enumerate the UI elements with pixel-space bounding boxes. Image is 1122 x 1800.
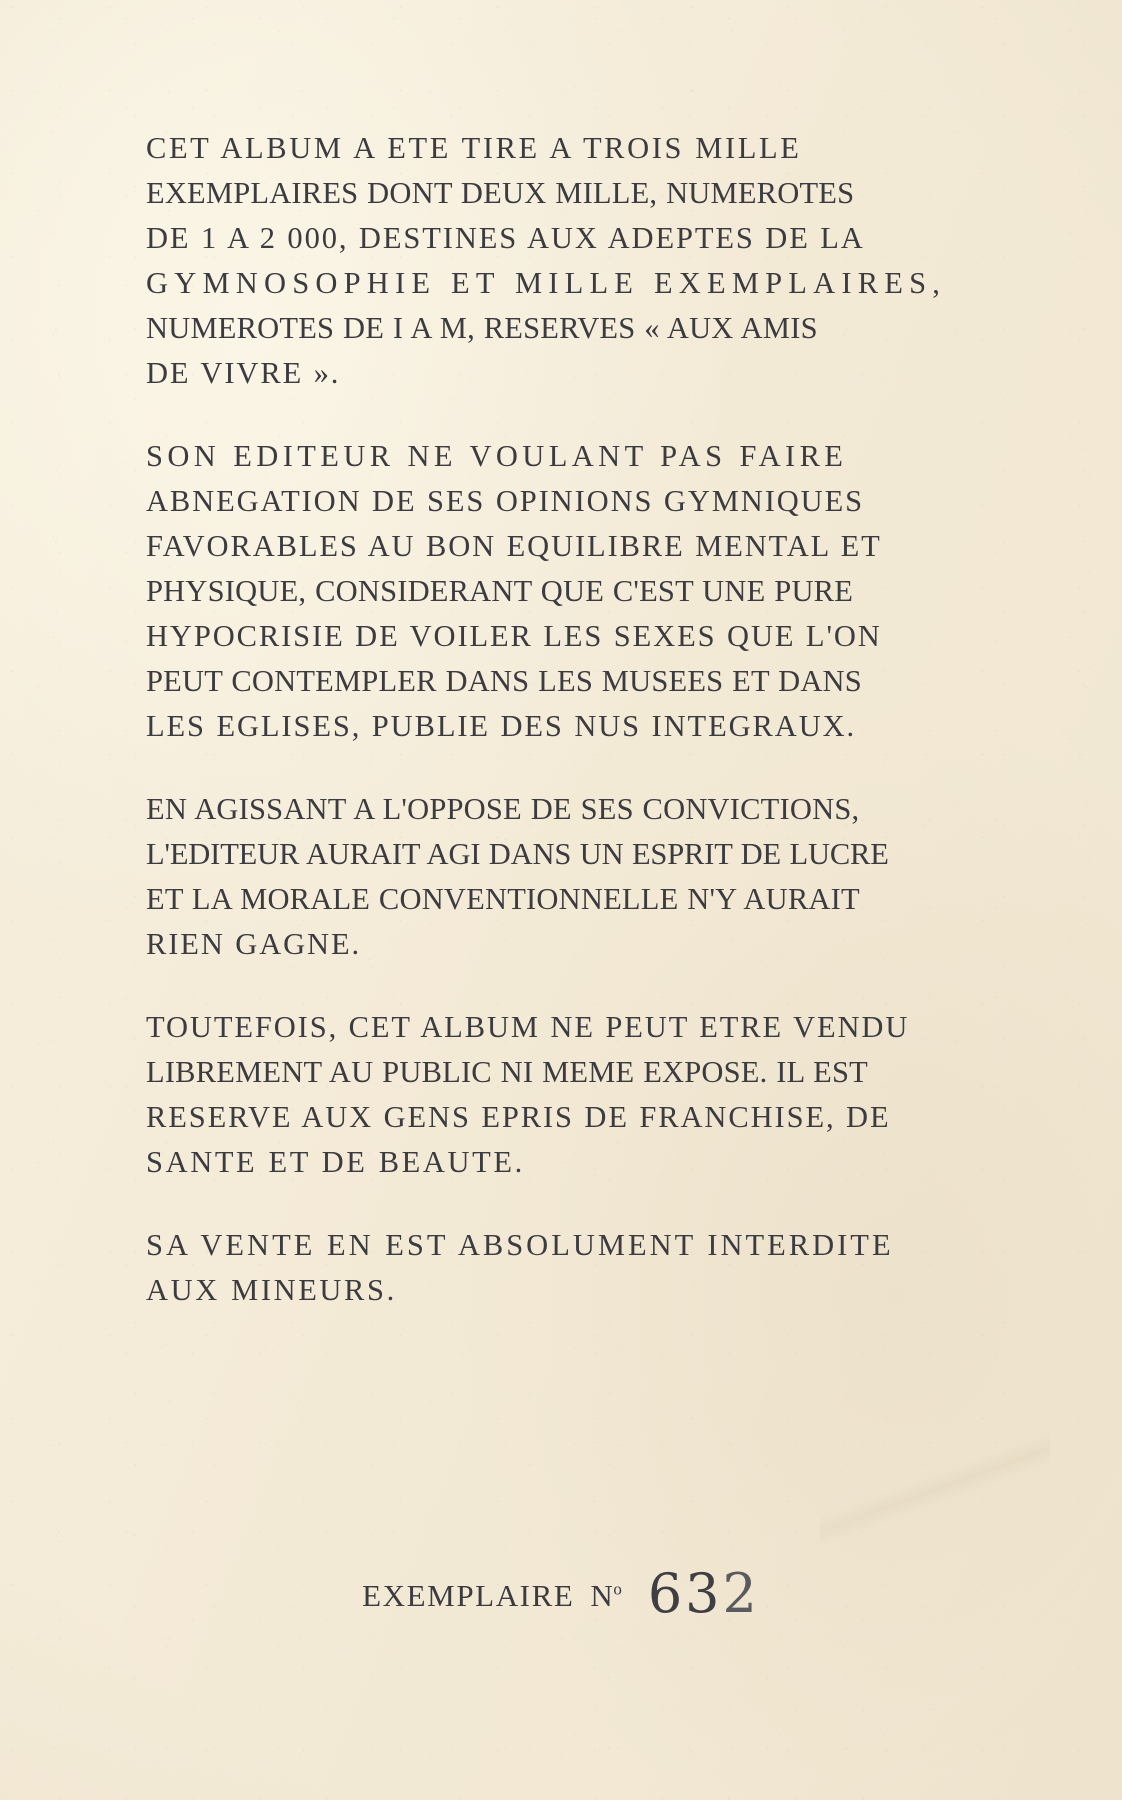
copy-number-digit: 3 (685, 1562, 723, 1625)
text-line: EN AGISSANT A L'OPPOSE DE SES CONVICTIONS, (146, 792, 860, 826)
text-line: HYPOCRISIE DE VOILER LES SEXES QUE L'ON (146, 619, 882, 653)
copy-number-digit: 2 (722, 1562, 760, 1625)
text-line: FAVORABLES AU BON EQUILIBRE MENTAL ET (146, 529, 882, 563)
copy-number (648, 1562, 760, 1625)
text-line: LIBREMENT AU PUBLIC NI MEME EXPOSE. IL EST (146, 1055, 868, 1089)
text-line: AUX MINEURS. (146, 1273, 397, 1307)
numero-abbreviation-superscript: o (613, 1579, 622, 1599)
paragraph-convictions (146, 787, 889, 967)
text-line: PEUT CONTEMPLER DANS LES MUSEES ET DANS (146, 664, 862, 698)
paragraph-print-run (146, 126, 947, 396)
copy-number-digit: 6 (647, 1562, 686, 1625)
text-line: NUMEROTES DE I A M, RESERVES « AUX AMIS (146, 311, 818, 345)
numero-abbreviation-letter: N (590, 1578, 614, 1613)
text-line: DE 1 A 2 000, DESTINES AUX ADEPTES DE LA (146, 221, 865, 255)
text-line: SON EDITEUR NE VOULANT PAS FAIRE (146, 439, 848, 473)
text-line: LES EGLISES, PUBLIE DES NUS INTEGRAUX. (146, 709, 857, 743)
text-line: L'EDITEUR AURAIT AGI DANS UN ESPRIT DE LUCRE (146, 837, 889, 871)
numero-abbreviation (590, 1578, 621, 1613)
exemplaire-label: EXEMPLAIRE (362, 1578, 575, 1613)
text-line: ABNEGATION DE SES OPINIONS GYMNIQUES (146, 484, 864, 518)
text-line: EXEMPLAIRES DONT DEUX MILLE, NUMEROTES (146, 176, 855, 210)
text-line: ET LA MORALE CONVENTIONNELLE N'Y AURAIT (146, 882, 860, 916)
text-line: RESERVE AUX GENS EPRIS DE FRANCHISE, DE (146, 1100, 891, 1134)
copy-number-line (0, 1556, 1122, 1625)
text-line: DE VIVRE ». (146, 356, 341, 390)
text-line: CET ALBUM A ETE TIRE A TROIS MILLE (146, 131, 802, 165)
text-line: PHYSIQUE, CONSIDERANT QUE C'EST UNE PURE (146, 574, 854, 608)
text-line: GYMNOSOPHIE ET MILLE EXEMPLAIRES, (146, 266, 947, 300)
text-line: TOUTEFOIS, CET ALBUM NE PEUT ETRE VENDU (146, 1010, 910, 1044)
paragraph-editor-statement (146, 434, 882, 749)
colophon-text-block (146, 126, 947, 1313)
text-line: SANTE ET DE BEAUTE. (146, 1145, 525, 1179)
paragraph-distribution (146, 1005, 910, 1185)
paragraph-minors-warning (146, 1223, 894, 1313)
text-line: SA VENTE EN EST ABSOLUMENT INTERDITE (146, 1228, 894, 1262)
text-line: RIEN GAGNE. (146, 927, 362, 961)
